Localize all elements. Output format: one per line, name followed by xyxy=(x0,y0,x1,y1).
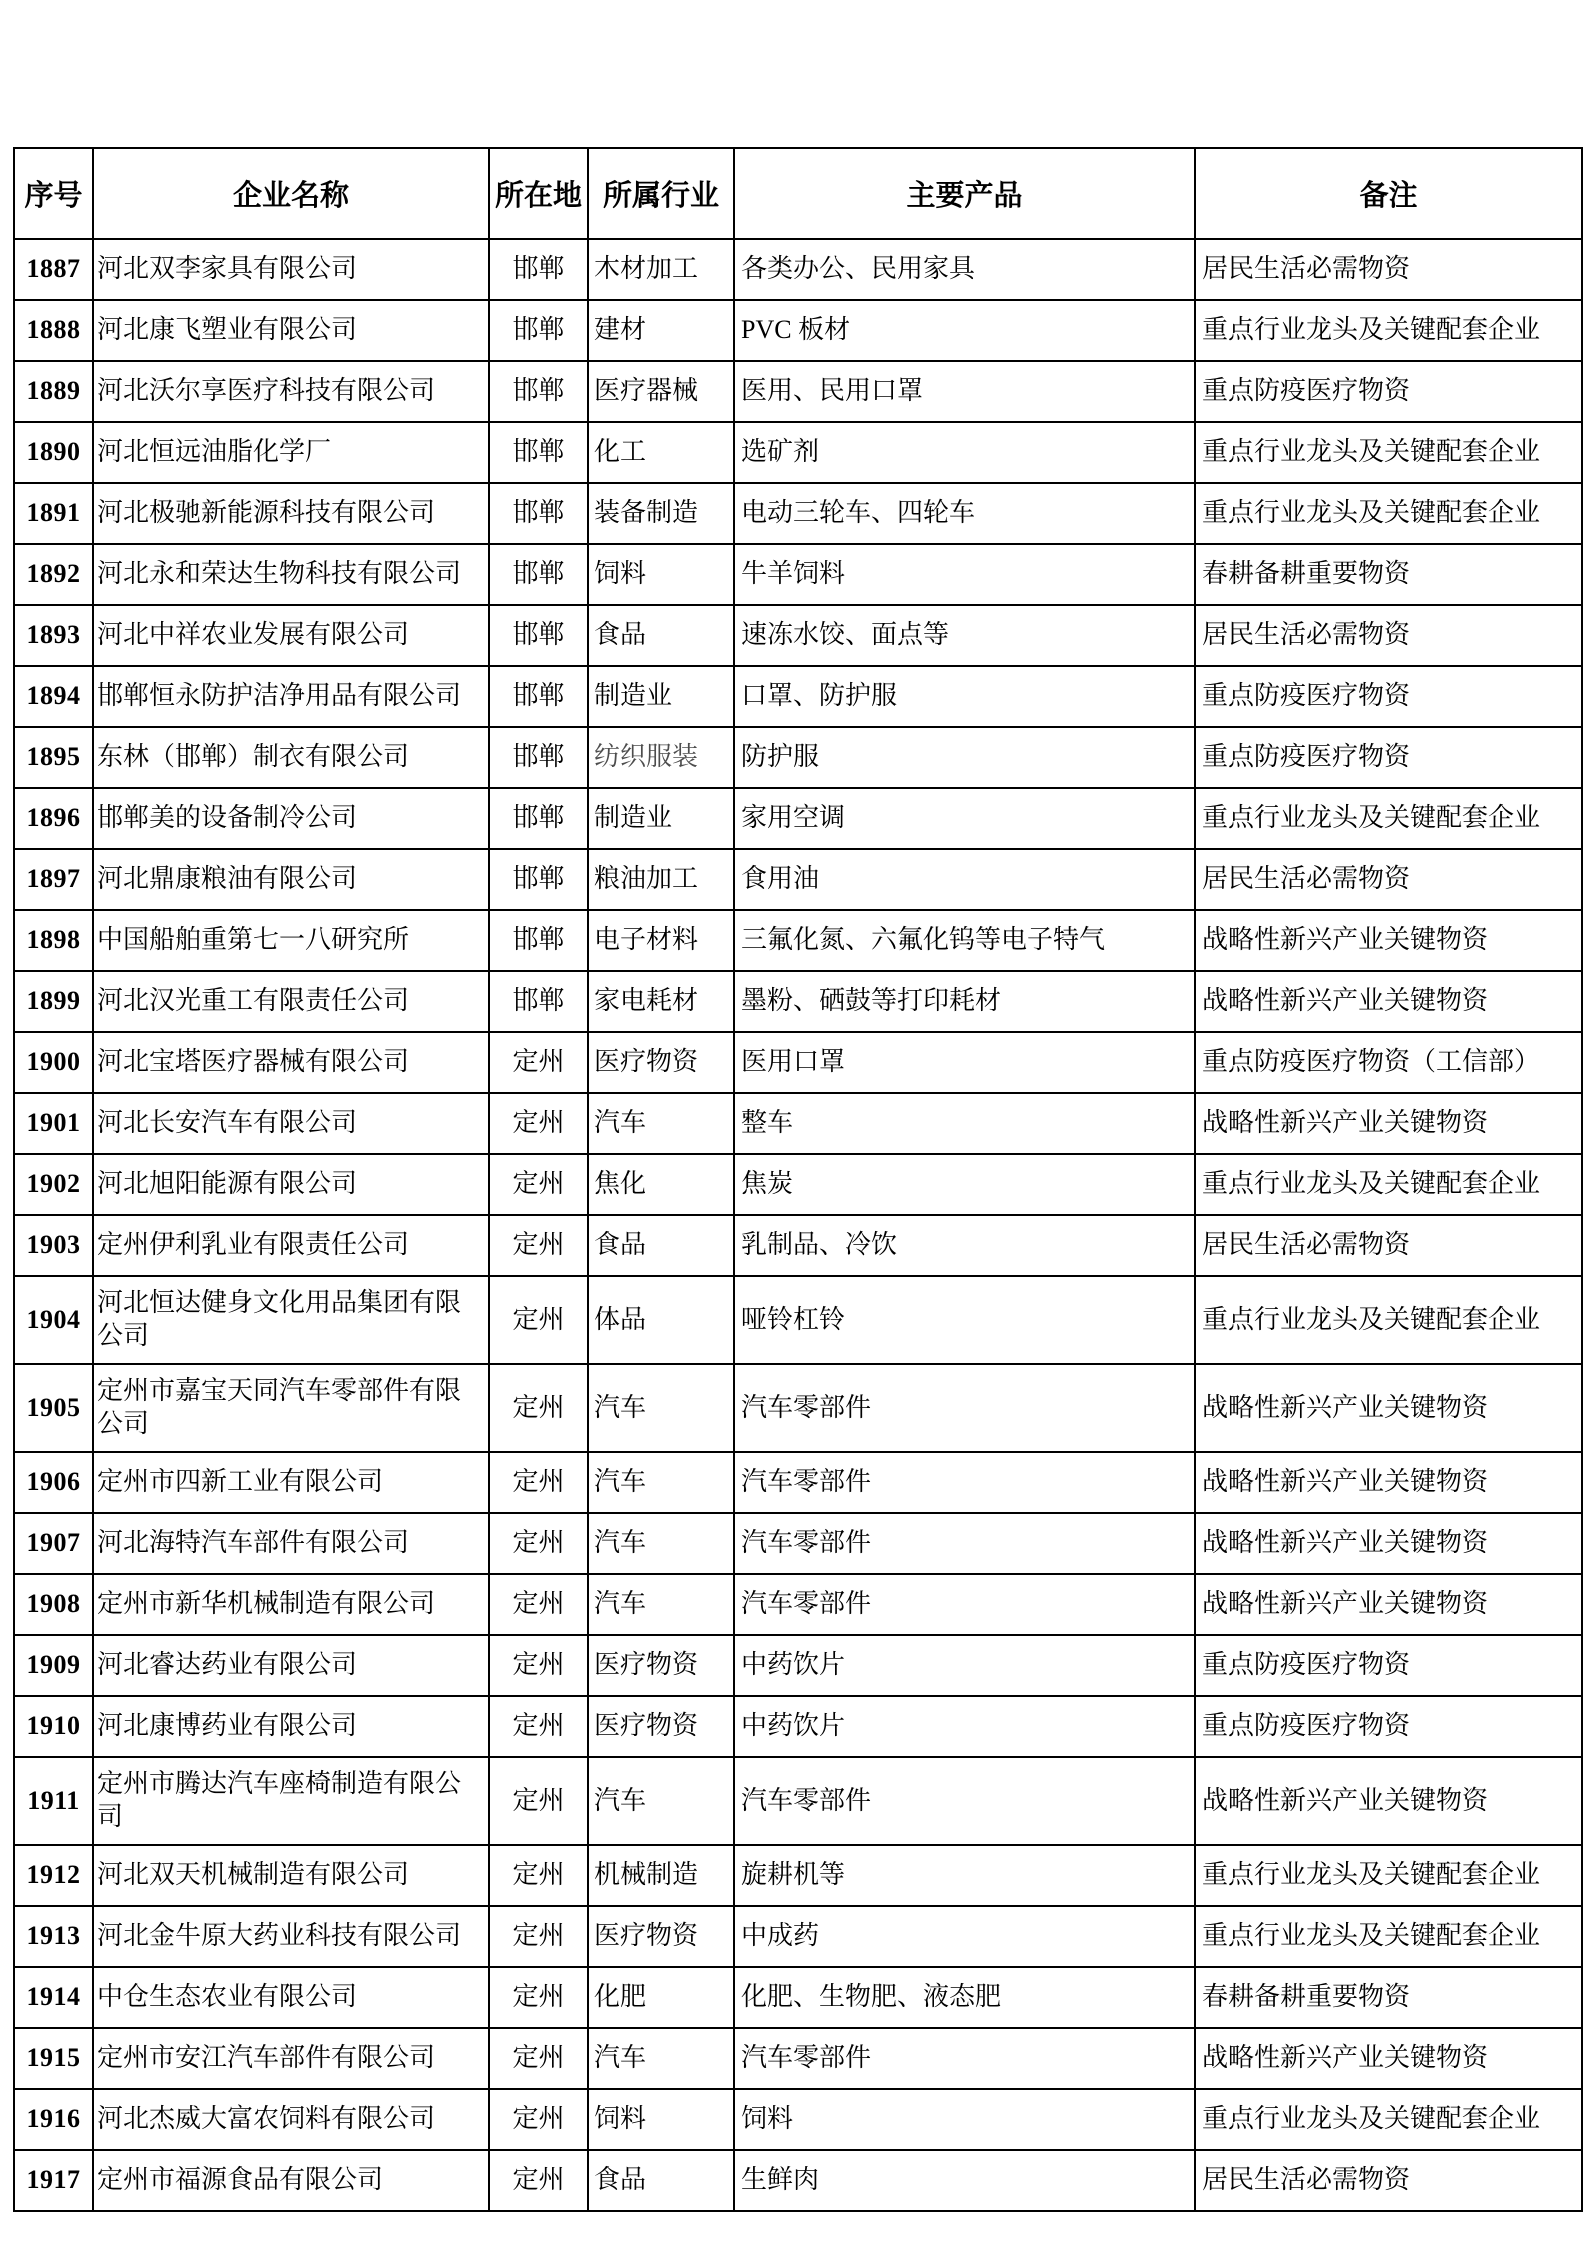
cell-serial: 1904 xyxy=(14,1276,93,1364)
cell-name: 河北汉光重工有限责任公司 xyxy=(93,971,489,1032)
cell-serial: 1911 xyxy=(14,1757,93,1845)
cell-location: 邯郸 xyxy=(489,361,588,422)
cell-location: 定州 xyxy=(489,1032,588,1093)
cell-remark: 重点行业龙头及关键配套企业 xyxy=(1195,2089,1582,2150)
table-row xyxy=(14,300,1582,361)
cell-serial: 1887 xyxy=(14,239,93,300)
cell-name: 定州市新华机械制造有限公司 xyxy=(93,1574,489,1635)
cell-remark: 重点防疫医疗物资 xyxy=(1195,666,1582,727)
cell-products: PVC 板材 xyxy=(734,300,1195,361)
cell-name: 邯郸恒永防护洁净用品有限公司 xyxy=(93,666,489,727)
cell-serial: 1916 xyxy=(14,2089,93,2150)
cell-location: 邯郸 xyxy=(489,239,588,300)
cell-products: 各类办公、民用家具 xyxy=(734,239,1195,300)
cell-products: 汽车零部件 xyxy=(734,1513,1195,1574)
table-row xyxy=(14,483,1582,544)
table-row xyxy=(14,788,1582,849)
cell-products: 家用空调 xyxy=(734,788,1195,849)
table-row xyxy=(14,239,1582,300)
table-row xyxy=(14,971,1582,1032)
cell-serial: 1893 xyxy=(14,605,93,666)
cell-products: 生鲜肉 xyxy=(734,2150,1195,2211)
cell-location: 定州 xyxy=(489,1154,588,1215)
cell-remark: 重点防疫医疗物资 xyxy=(1195,361,1582,422)
cell-location: 邯郸 xyxy=(489,422,588,483)
cell-products: 焦炭 xyxy=(734,1154,1195,1215)
cell-industry: 汽车 xyxy=(588,2028,734,2089)
cell-industry: 焦化 xyxy=(588,1154,734,1215)
cell-name: 河北金牛原大药业科技有限公司 xyxy=(93,1906,489,1967)
cell-products: 化肥、生物肥、液态肥 xyxy=(734,1967,1195,2028)
cell-remark: 战略性新兴产业关键物资 xyxy=(1195,2028,1582,2089)
cell-location: 定州 xyxy=(489,1635,588,1696)
cell-name: 定州市腾达汽车座椅制造有限公司 xyxy=(93,1757,489,1845)
cell-name: 定州市安江汽车部件有限公司 xyxy=(93,2028,489,2089)
cell-industry: 粮油加工 xyxy=(588,849,734,910)
cell-location: 邯郸 xyxy=(489,605,588,666)
table-row xyxy=(14,1364,1582,1452)
cell-products: 中药饮片 xyxy=(734,1635,1195,1696)
cell-products: 汽车零部件 xyxy=(734,1757,1195,1845)
cell-serial: 1912 xyxy=(14,1845,93,1906)
cell-remark: 重点防疫医疗物资（工信部） xyxy=(1195,1032,1582,1093)
cell-industry: 汽车 xyxy=(588,1093,734,1154)
cell-location: 定州 xyxy=(489,1215,588,1276)
cell-remark: 重点行业龙头及关键配套企业 xyxy=(1195,1845,1582,1906)
table-row xyxy=(14,605,1582,666)
cell-location: 定州 xyxy=(489,2028,588,2089)
cell-name: 定州市嘉宝天同汽车零部件有限公司 xyxy=(93,1364,489,1452)
table-row xyxy=(14,544,1582,605)
cell-products: 食用油 xyxy=(734,849,1195,910)
cell-location: 定州 xyxy=(489,1452,588,1513)
col-header-products: 主要产品 xyxy=(734,148,1195,239)
cell-serial: 1895 xyxy=(14,727,93,788)
cell-products: 乳制品、冷饮 xyxy=(734,1215,1195,1276)
cell-location: 邯郸 xyxy=(489,727,588,788)
cell-industry: 家电耗材 xyxy=(588,971,734,1032)
cell-industry: 电子材料 xyxy=(588,910,734,971)
cell-industry: 食品 xyxy=(588,1215,734,1276)
table-row xyxy=(14,1635,1582,1696)
cell-products: 墨粉、硒鼓等打印耗材 xyxy=(734,971,1195,1032)
cell-industry: 汽车 xyxy=(588,1574,734,1635)
cell-name: 河北海特汽车部件有限公司 xyxy=(93,1513,489,1574)
cell-products: 电动三轮车、四轮车 xyxy=(734,483,1195,544)
cell-products: 中药饮片 xyxy=(734,1696,1195,1757)
cell-industry: 机械制造 xyxy=(588,1845,734,1906)
cell-remark: 战略性新兴产业关键物资 xyxy=(1195,910,1582,971)
table-row xyxy=(14,910,1582,971)
table-row xyxy=(14,1906,1582,1967)
cell-serial: 1917 xyxy=(14,2150,93,2211)
cell-location: 定州 xyxy=(489,1513,588,1574)
cell-remark: 战略性新兴产业关键物资 xyxy=(1195,1574,1582,1635)
table-row xyxy=(14,727,1582,788)
cell-remark: 重点行业龙头及关键配套企业 xyxy=(1195,1906,1582,1967)
cell-name: 河北永和荣达生物科技有限公司 xyxy=(93,544,489,605)
cell-remark: 春耕备耕重要物资 xyxy=(1195,1967,1582,2028)
cell-remark: 重点防疫医疗物资 xyxy=(1195,727,1582,788)
table-row xyxy=(14,1513,1582,1574)
cell-serial: 1906 xyxy=(14,1452,93,1513)
cell-location: 定州 xyxy=(489,2089,588,2150)
cell-products: 汽车零部件 xyxy=(734,2028,1195,2089)
cell-location: 定州 xyxy=(489,1967,588,2028)
cell-products: 防护服 xyxy=(734,727,1195,788)
cell-industry: 医疗物资 xyxy=(588,1906,734,1967)
cell-remark: 居民生活必需物资 xyxy=(1195,239,1582,300)
cell-remark: 居民生活必需物资 xyxy=(1195,1215,1582,1276)
cell-industry: 化工 xyxy=(588,422,734,483)
cell-remark: 战略性新兴产业关键物资 xyxy=(1195,1513,1582,1574)
cell-remark: 居民生活必需物资 xyxy=(1195,2150,1582,2211)
cell-products: 整车 xyxy=(734,1093,1195,1154)
cell-products: 旋耕机等 xyxy=(734,1845,1195,1906)
cell-location: 定州 xyxy=(489,1906,588,1967)
cell-industry: 木材加工 xyxy=(588,239,734,300)
cell-location: 邯郸 xyxy=(489,483,588,544)
cell-serial: 1915 xyxy=(14,2028,93,2089)
cell-location: 邯郸 xyxy=(489,544,588,605)
cell-industry: 汽车 xyxy=(588,1513,734,1574)
table-row xyxy=(14,1215,1582,1276)
cell-name: 邯郸美的设备制冷公司 xyxy=(93,788,489,849)
cell-industry: 汽车 xyxy=(588,1364,734,1452)
cell-name: 东林（邯郸）制衣有限公司 xyxy=(93,727,489,788)
company-list-table xyxy=(13,147,1583,2212)
cell-name: 河北双天机械制造有限公司 xyxy=(93,1845,489,1906)
cell-remark: 战略性新兴产业关键物资 xyxy=(1195,1452,1582,1513)
cell-serial: 1888 xyxy=(14,300,93,361)
table-row xyxy=(14,1845,1582,1906)
cell-remark: 重点行业龙头及关键配套企业 xyxy=(1195,788,1582,849)
cell-industry: 食品 xyxy=(588,605,734,666)
cell-location: 定州 xyxy=(489,1845,588,1906)
table-row xyxy=(14,361,1582,422)
cell-industry: 制造业 xyxy=(588,788,734,849)
cell-serial: 1889 xyxy=(14,361,93,422)
table-row xyxy=(14,1032,1582,1093)
cell-industry: 饲料 xyxy=(588,544,734,605)
col-header-industry: 所属行业 xyxy=(588,148,734,239)
cell-remark: 战略性新兴产业关键物资 xyxy=(1195,1364,1582,1452)
cell-name: 河北旭阳能源有限公司 xyxy=(93,1154,489,1215)
cell-remark: 重点行业龙头及关键配套企业 xyxy=(1195,300,1582,361)
cell-name: 河北康飞塑业有限公司 xyxy=(93,300,489,361)
cell-name: 河北恒达健身文化用品集团有限公司 xyxy=(93,1276,489,1364)
cell-products: 速冻水饺、面点等 xyxy=(734,605,1195,666)
cell-location: 定州 xyxy=(489,1093,588,1154)
header-row xyxy=(14,148,1582,239)
cell-name: 河北极驰新能源科技有限公司 xyxy=(93,483,489,544)
cell-products: 汽车零部件 xyxy=(734,1364,1195,1452)
cell-location: 定州 xyxy=(489,2150,588,2211)
cell-products: 牛羊饲料 xyxy=(734,544,1195,605)
table-row xyxy=(14,1154,1582,1215)
cell-industry: 医疗器械 xyxy=(588,361,734,422)
cell-location: 定州 xyxy=(489,1276,588,1364)
cell-serial: 1903 xyxy=(14,1215,93,1276)
table-row xyxy=(14,666,1582,727)
table-row xyxy=(14,2089,1582,2150)
table-row xyxy=(14,2028,1582,2089)
col-header-remark: 备注 xyxy=(1195,148,1582,239)
cell-name: 河北鼎康粮油有限公司 xyxy=(93,849,489,910)
cell-industry: 制造业 xyxy=(588,666,734,727)
cell-name: 河北康博药业有限公司 xyxy=(93,1696,489,1757)
table-row xyxy=(14,1452,1582,1513)
cell-industry: 医疗物资 xyxy=(588,1696,734,1757)
cell-name: 定州市四新工业有限公司 xyxy=(93,1452,489,1513)
cell-name: 河北恒远油脂化学厂 xyxy=(93,422,489,483)
cell-industry: 饲料 xyxy=(588,2089,734,2150)
cell-serial: 1910 xyxy=(14,1696,93,1757)
cell-products: 三氟化氮、六氟化钨等电子特气 xyxy=(734,910,1195,971)
cell-name: 定州市福源食品有限公司 xyxy=(93,2150,489,2211)
cell-products: 选矿剂 xyxy=(734,422,1195,483)
cell-industry: 汽车 xyxy=(588,1452,734,1513)
cell-serial: 1890 xyxy=(14,422,93,483)
table-row xyxy=(14,1574,1582,1635)
col-header-name: 企业名称 xyxy=(93,148,489,239)
cell-industry: 装备制造 xyxy=(588,483,734,544)
table-row xyxy=(14,1093,1582,1154)
cell-serial: 1902 xyxy=(14,1154,93,1215)
cell-serial: 1897 xyxy=(14,849,93,910)
cell-remark: 重点行业龙头及关键配套企业 xyxy=(1195,483,1582,544)
table-row xyxy=(14,2150,1582,2211)
cell-location: 邯郸 xyxy=(489,971,588,1032)
cell-industry: 汽车 xyxy=(588,1757,734,1845)
cell-location: 定州 xyxy=(489,1574,588,1635)
cell-industry: 体品 xyxy=(588,1276,734,1364)
cell-location: 定州 xyxy=(489,1364,588,1452)
cell-location: 邯郸 xyxy=(489,666,588,727)
cell-serial: 1891 xyxy=(14,483,93,544)
cell-industry: 建材 xyxy=(588,300,734,361)
cell-remark: 春耕备耕重要物资 xyxy=(1195,544,1582,605)
cell-remark: 战略性新兴产业关键物资 xyxy=(1195,971,1582,1032)
cell-name: 河北宝塔医疗器械有限公司 xyxy=(93,1032,489,1093)
cell-serial: 1894 xyxy=(14,666,93,727)
cell-products: 饲料 xyxy=(734,2089,1195,2150)
table-row xyxy=(14,849,1582,910)
cell-name: 定州伊利乳业有限责任公司 xyxy=(93,1215,489,1276)
cell-serial: 1901 xyxy=(14,1093,93,1154)
cell-serial: 1900 xyxy=(14,1032,93,1093)
cell-serial: 1892 xyxy=(14,544,93,605)
cell-products: 医用、民用口罩 xyxy=(734,361,1195,422)
cell-name: 河北睿达药业有限公司 xyxy=(93,1635,489,1696)
cell-remark: 重点防疫医疗物资 xyxy=(1195,1635,1582,1696)
cell-remark: 居民生活必需物资 xyxy=(1195,605,1582,666)
cell-location: 邯郸 xyxy=(489,910,588,971)
cell-remark: 重点行业龙头及关键配套企业 xyxy=(1195,1154,1582,1215)
cell-location: 邯郸 xyxy=(489,300,588,361)
cell-serial: 1907 xyxy=(14,1513,93,1574)
cell-products: 汽车零部件 xyxy=(734,1574,1195,1635)
table-row xyxy=(14,422,1582,483)
cell-location: 邯郸 xyxy=(489,849,588,910)
cell-name: 中仓生态农业有限公司 xyxy=(93,1967,489,2028)
cell-serial: 1908 xyxy=(14,1574,93,1635)
cell-remark: 战略性新兴产业关键物资 xyxy=(1195,1757,1582,1845)
cell-products: 中成药 xyxy=(734,1906,1195,1967)
cell-name: 河北中祥农业发展有限公司 xyxy=(93,605,489,666)
cell-products: 汽车零部件 xyxy=(734,1452,1195,1513)
table-body xyxy=(14,239,1582,2211)
cell-industry: 医疗物资 xyxy=(588,1032,734,1093)
cell-serial: 1909 xyxy=(14,1635,93,1696)
cell-industry: 化肥 xyxy=(588,1967,734,2028)
col-header-serial: 序号 xyxy=(14,148,93,239)
cell-products: 口罩、防护服 xyxy=(734,666,1195,727)
cell-remark: 重点行业龙头及关键配套企业 xyxy=(1195,422,1582,483)
table-row xyxy=(14,1696,1582,1757)
cell-industry: 医疗物资 xyxy=(588,1635,734,1696)
cell-name: 中国船舶重第七一八研究所 xyxy=(93,910,489,971)
table-row xyxy=(14,1757,1582,1845)
cell-remark: 重点防疫医疗物资 xyxy=(1195,1696,1582,1757)
cell-products: 哑铃杠铃 xyxy=(734,1276,1195,1364)
cell-serial: 1914 xyxy=(14,1967,93,2028)
cell-serial: 1899 xyxy=(14,971,93,1032)
cell-serial: 1905 xyxy=(14,1364,93,1452)
cell-serial: 1913 xyxy=(14,1906,93,1967)
cell-name: 河北沃尔享医疗科技有限公司 xyxy=(93,361,489,422)
cell-remark: 战略性新兴产业关键物资 xyxy=(1195,1093,1582,1154)
cell-location: 定州 xyxy=(489,1757,588,1845)
cell-name: 河北长安汽车有限公司 xyxy=(93,1093,489,1154)
cell-location: 邯郸 xyxy=(489,788,588,849)
table-row xyxy=(14,1276,1582,1364)
col-header-location: 所在地 xyxy=(489,148,588,239)
cell-products: 医用口罩 xyxy=(734,1032,1195,1093)
cell-industry: 食品 xyxy=(588,2150,734,2211)
cell-remark: 居民生活必需物资 xyxy=(1195,849,1582,910)
cell-serial: 1898 xyxy=(14,910,93,971)
cell-name: 河北双李家具有限公司 xyxy=(93,239,489,300)
cell-industry: 纺织服装 xyxy=(588,727,734,788)
table-row xyxy=(14,1967,1582,2028)
cell-remark: 重点行业龙头及关键配套企业 xyxy=(1195,1276,1582,1364)
cell-location: 定州 xyxy=(489,1696,588,1757)
document-sheet xyxy=(13,147,1583,2212)
cell-serial: 1896 xyxy=(14,788,93,849)
cell-name: 河北杰威大富农饲料有限公司 xyxy=(93,2089,489,2150)
